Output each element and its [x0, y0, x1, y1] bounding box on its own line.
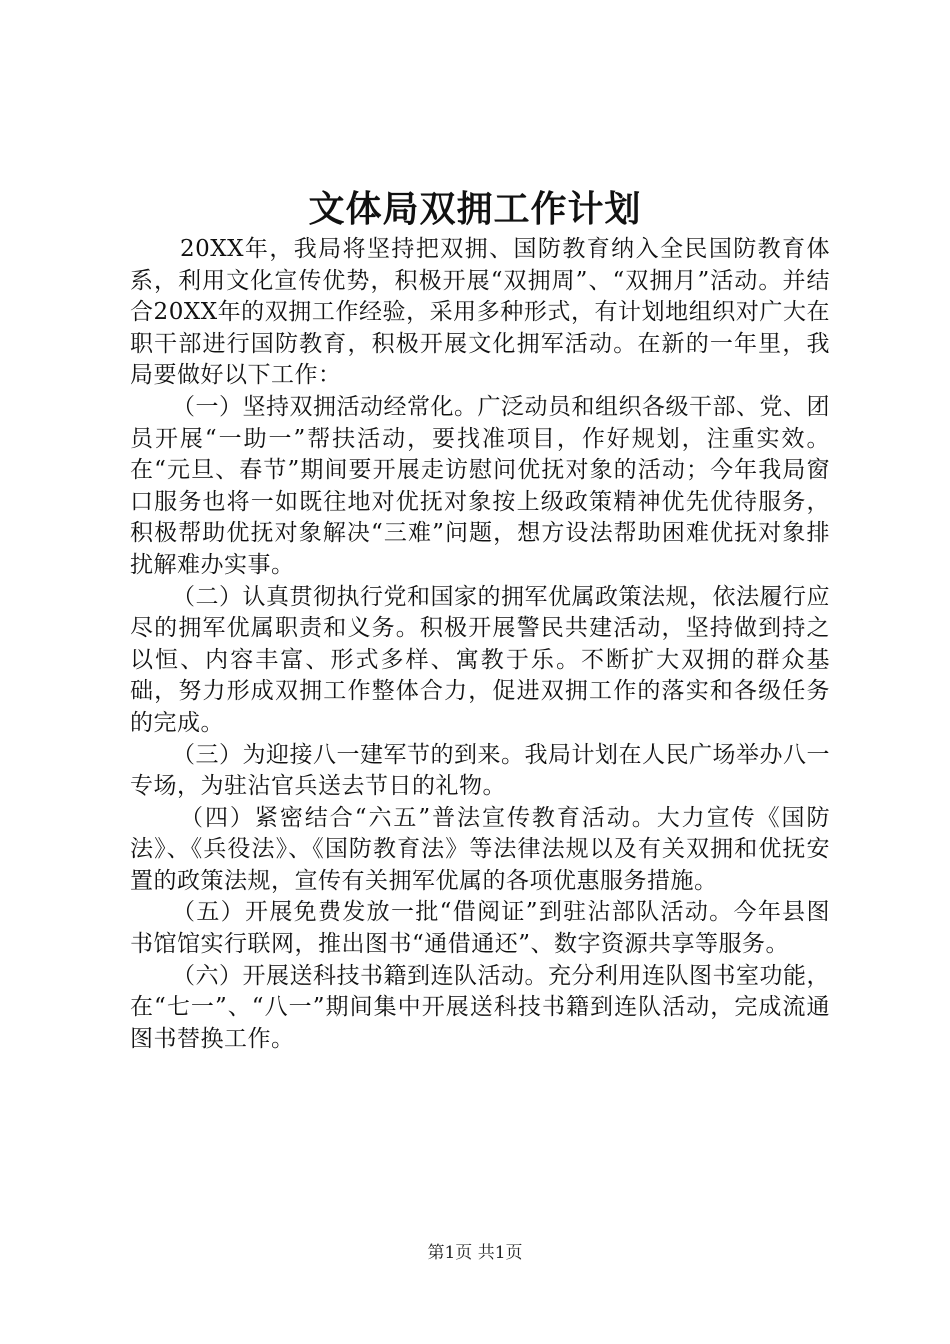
item-2-paragraph: （二）认真贯彻执行党和国家的拥军优属政策法规，依法履行应尽的拥军优属职责和义务。积极开展警民共建活动，坚持做到持之以恒、内容丰富、形式多样、寓教于乐。不断扩大双拥的群众基础，努力形成双拥工作整体合力，促进双拥工作的落实和各级任务的完成。 — [130, 583, 830, 736]
item-5-paragraph: （五）开展免费发放一批“借阅证”到驻沾部队活动。今年县图书馆馆实行联网，推出图书“通借通还”、数字资源共享等服务。 — [130, 899, 830, 958]
item-4-paragraph: （四）紧密结合“六五”普法宣传教育活动。大力宣传《国防法》、《兵役法》、《国防教育法》等法律法规以及有关双拥和优抚安置的政策法规，宣传有关拥军优属的各项优惠服务措施。 — [130, 804, 830, 894]
item-6-paragraph: （六）开展送科技书籍到连队活动。充分利用连队图书室功能，在“七一”、“八一”期间集中开展送科技书籍到连队活动，完成流通图书替换工作。 — [130, 962, 830, 1052]
document-title: 文体局双拥工作计划 — [308, 188, 642, 230]
document-body — [130, 234, 830, 1055]
item-3-paragraph: （三）为迎接八一建军节的到来。我局计划在人民广场举办八一专场，为驻沾官兵送去节日的礼物。 — [130, 741, 830, 800]
item-1-paragraph: （一）坚持双拥活动经常化。广泛动员和组织各级干部、党、团员开展“一助一”帮扶活动，要找准项目，作好规划，注重实效。在“元旦、春节”期间要开展走访慰问优抚对象的活动；今年我局窗口服务也将一如既往地对优抚对象按上级政策精神优先优待服务，积极帮助优抚对象解决“三难”问题，想方设法帮助困难优抚对象排扰解难办实事。 — [130, 393, 830, 578]
intro-paragraph: 20XX年，我局将坚持把双拥、国防教育纳入全民国防教育体系，利用文化宣传优势，积极开展“双拥周”、“双拥月”活动。并结合20XX年的双拥工作经验，采用多种形式，有计划地组织对广大在职干部进行国防教育，积极开展文化拥军活动。在新的一年里，我局要做好以下工作： — [130, 236, 830, 389]
page-number-footer: 第1页 共1页 — [427, 1243, 523, 1263]
